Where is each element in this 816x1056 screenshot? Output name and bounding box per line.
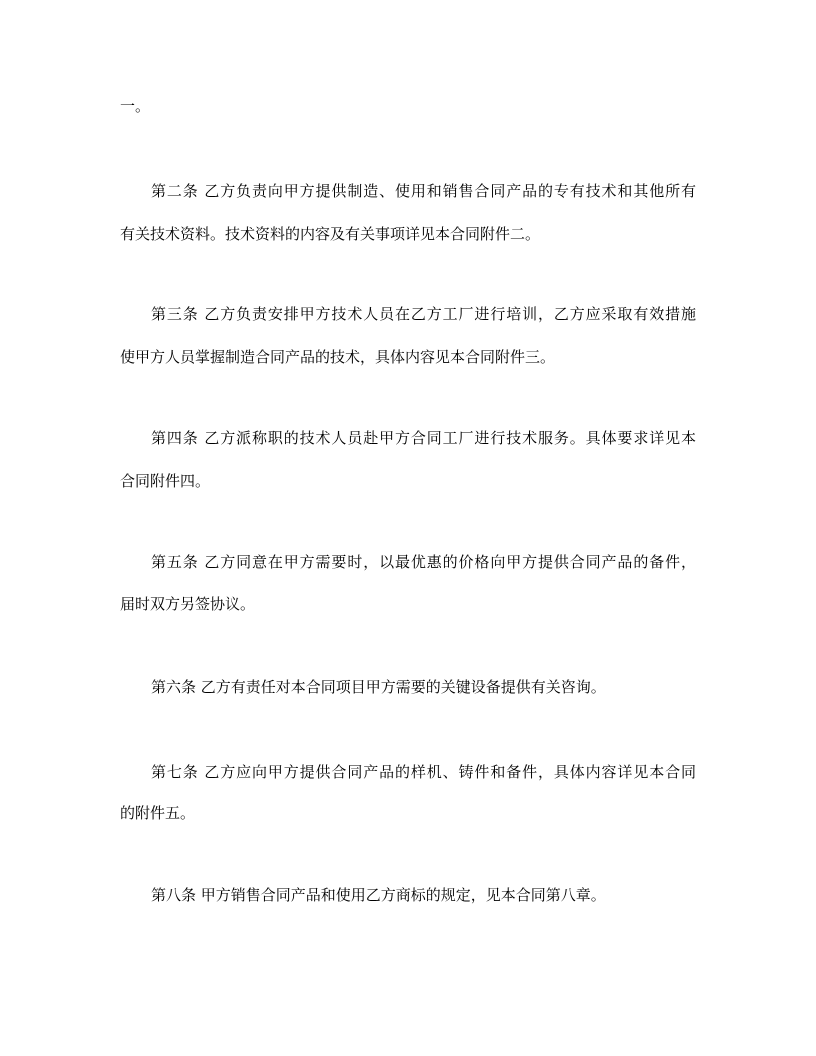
clause-7-line-1: 第七条 乙方应向甲方提供合同产品的样机、铸件和备件，具体内容详见本合同 (151, 763, 696, 781)
continuation-text: 一。 (120, 97, 151, 115)
clause-3-line-2: 使甲方人员掌握制造合同产品的技术，具体内容见本合同附件三。 (120, 348, 556, 366)
clause-8-line-1: 第八条 甲方销售合同产品和使用乙方商标的规定，见本合同第八章。 (151, 886, 606, 904)
clause-5-line-1: 第五条 乙方同意在甲方需要时，以最优惠的价格向甲方提供合同产品的备件， (151, 553, 696, 571)
clause-6-line-1: 第六条 乙方有责任对本合同项目甲方需要的关键设备提供有关咨询。 (151, 678, 606, 696)
clause-3-line-1: 第三条 乙方负责安排甲方技术人员在乙方工厂进行培训，乙方应采取有效措施 (151, 305, 696, 323)
clause-2-line-2: 有关技术资料。技术资料的内容及有关事项详见本合同附件二。 (120, 225, 541, 243)
clause-4-line-2: 合同附件四。 (120, 472, 211, 490)
clause-5-line-2: 届时双方另签协议。 (120, 595, 256, 613)
clause-7-line-2: 的附件五。 (120, 804, 196, 822)
clause-2-line-1: 第二条 乙方负责向甲方提供制造、使用和销售合同产品的专有技术和其他所有 (151, 182, 696, 200)
clause-4-line-1: 第四条 乙方派称职的技术人员赴甲方合同工厂进行技术服务。具体要求详见本 (151, 429, 696, 447)
